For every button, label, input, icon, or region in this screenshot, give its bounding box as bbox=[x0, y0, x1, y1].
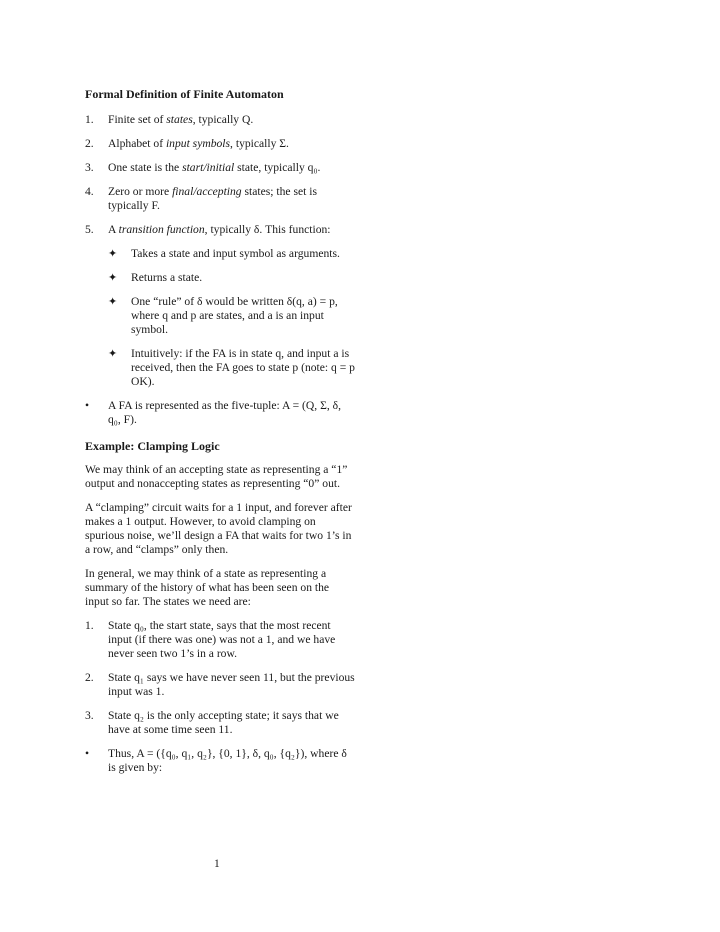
item-text: A bbox=[108, 223, 119, 236]
list-item-4 bbox=[85, 185, 355, 213]
item-emphasis: final/accepting bbox=[172, 185, 242, 198]
item-text: , typically δ. This function: bbox=[204, 223, 331, 236]
sub-list-item bbox=[108, 295, 355, 337]
list-item-2 bbox=[85, 671, 355, 699]
star-bullet-icon: ✦ bbox=[108, 272, 118, 284]
item-number: 2. bbox=[85, 137, 94, 150]
bullet-icon: • bbox=[85, 399, 90, 412]
list-item-1 bbox=[85, 619, 355, 661]
item-emphasis: transition function bbox=[118, 223, 205, 236]
sub-list-item bbox=[108, 271, 355, 285]
bullet-text: Thus, A = ({q₀, q₁, q₂}, {0, 1}, δ, q₀, {q₂}), where δ is given by: bbox=[108, 747, 347, 774]
bullet-item bbox=[85, 747, 355, 775]
list-item-3 bbox=[85, 709, 355, 737]
item-text: , typically Q. bbox=[192, 113, 254, 126]
section-heading-formal-definition: Formal Definition of Finite Automaton bbox=[85, 87, 284, 101]
item-text: State q₀, the start state, says that the most recent input (if there was one) was not a 1, and we have never seen two 1’s in a row. bbox=[108, 619, 336, 660]
item-number: 5. bbox=[85, 223, 94, 236]
list-item-5 bbox=[85, 223, 355, 237]
item-text: , typically Σ. bbox=[230, 137, 289, 150]
paragraph: We may think of an accepting state as representing a “1” output and nonaccepting states as representing “0” out. bbox=[85, 463, 348, 490]
list-item-2 bbox=[85, 137, 355, 151]
item-text: One state is the bbox=[108, 161, 183, 174]
bullet-item bbox=[85, 399, 355, 427]
item-number: 1. bbox=[85, 113, 94, 126]
list-item-1 bbox=[85, 113, 355, 127]
list-item-3 bbox=[85, 161, 355, 175]
item-text: state, typically q₀. bbox=[234, 161, 321, 174]
item-number: 3. bbox=[85, 161, 94, 174]
item-text: states; the set is typically F. bbox=[108, 185, 317, 212]
bullet-icon: • bbox=[85, 747, 90, 760]
star-bullet-icon: ✦ bbox=[108, 296, 118, 308]
item-number: 1. bbox=[85, 619, 94, 632]
sub-list-item bbox=[108, 247, 355, 261]
sub-list-item bbox=[108, 347, 355, 389]
paragraph: A “clamping” circuit waits for a 1 input, and forever after makes a 1 output. However, to avoid clamping on spurious noise, we’ll design a FA that waits for two 1’s in a row, and “clamps” only then. bbox=[85, 501, 352, 556]
item-text: State q₂ is the only accepting state; it says that we have at some time seen 11. bbox=[108, 709, 339, 736]
sub-item-text: Returns a state. bbox=[131, 271, 203, 284]
item-text: Alphabet of bbox=[108, 137, 166, 150]
item-emphasis: states bbox=[166, 113, 193, 126]
page-number: 1 bbox=[214, 858, 220, 870]
item-emphasis: start/initial bbox=[182, 161, 235, 174]
bullet-text: A FA is represented as the five-tuple: A = (Q, Σ, δ, q₀, F). bbox=[108, 399, 341, 426]
paragraph: In general, we may think of a state as representing a summary of the history of what has been seen on the input so far. The states we need are: bbox=[85, 567, 330, 608]
sub-item-text: Intuitively: if the FA is in state q, and input a is received, then the FA goes to state p (note: q = p OK). bbox=[131, 347, 355, 388]
item-text: State q₁ says we have never seen 11, but the previous input was 1. bbox=[108, 671, 355, 698]
item-number: 3. bbox=[85, 709, 94, 722]
item-emphasis: input symbols bbox=[165, 137, 231, 150]
sub-item-text: One “rule” of δ would be written δ(q, a) = p, where q and p are states, and a is an input symbol. bbox=[131, 295, 338, 336]
item-number: 4. bbox=[85, 185, 94, 198]
star-bullet-icon: ✦ bbox=[108, 248, 118, 260]
main-column bbox=[85, 86, 355, 775]
section-heading-clamping-logic: Example: Clamping Logic bbox=[85, 439, 220, 453]
star-bullet-icon: ✦ bbox=[108, 348, 118, 360]
sub-item-text: Takes a state and input symbol as arguments. bbox=[131, 247, 340, 260]
item-text: Zero or more bbox=[108, 185, 173, 198]
item-number: 2. bbox=[85, 671, 94, 684]
item-text: Finite set of bbox=[108, 113, 167, 126]
